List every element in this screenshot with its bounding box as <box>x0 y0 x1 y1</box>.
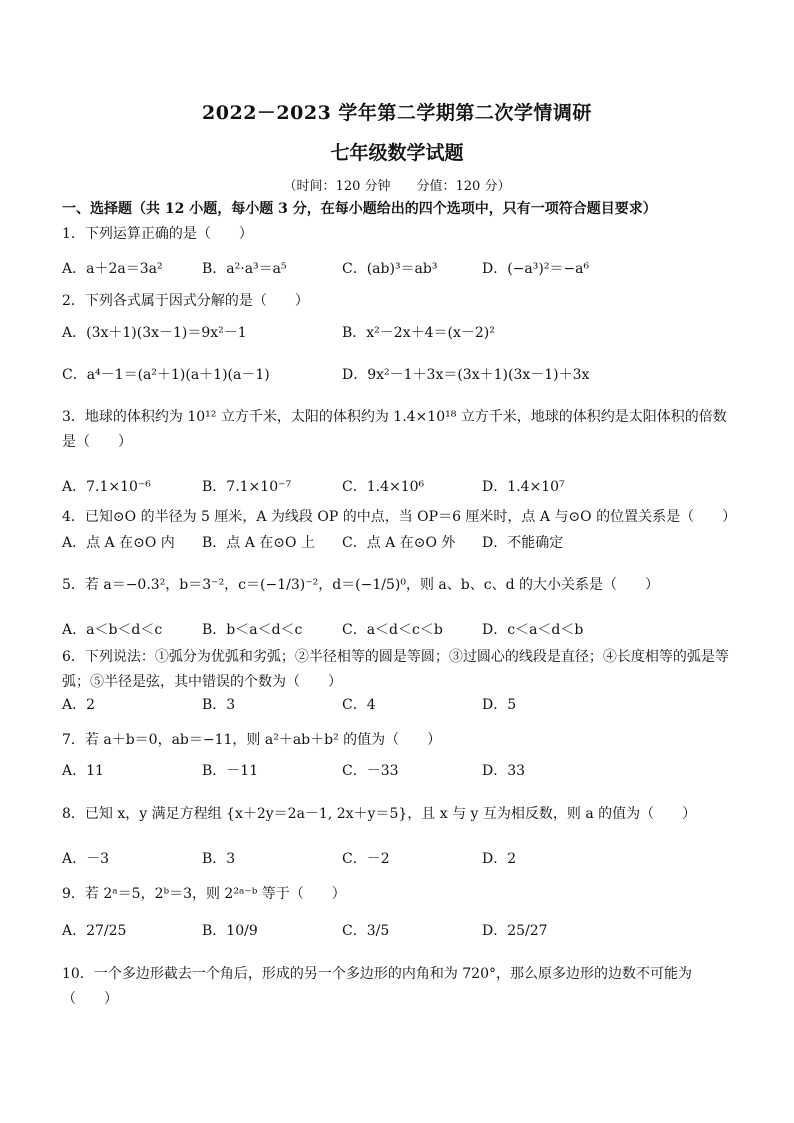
q4-option-a: A．点 A 在⊙O 内 <box>62 535 175 551</box>
question-6-stem: 6．下列说法：①弧分为优弧和劣弧；②半径相等的圆是等圆；③过圆心的线段是直径；④长度相等的弧是等弧；⑤半径是弦，其中错误的个数为（ ） <box>62 649 729 690</box>
q1-option-b: B．a²·a³＝a⁵ <box>202 261 287 277</box>
q9-option-a: A．27/25 <box>62 923 127 939</box>
q9-option-b: B．10/9 <box>202 923 258 939</box>
q8-option-d: D．2 <box>482 851 517 867</box>
q6-option-b: B．3 <box>202 697 236 713</box>
section-heading: 一、选择题（共 12 小题，每小题 3 分，在每小题给出的四个选项中，只有一项符合题目要求） <box>62 201 657 217</box>
q8-option-c: C．－2 <box>342 851 390 867</box>
q5-option-d: D．c＜a＜d＜b <box>482 622 584 638</box>
question-9-stem: 9．若 2ᵃ＝5，2ᵇ＝3，则 2²ᵃ⁻ᵇ 等于（ ） <box>62 886 346 902</box>
q8-option-a: A．－3 <box>62 851 110 867</box>
q5-option-b: B．b＜a＜d＜c <box>202 622 303 638</box>
q3-option-d: D．1.4×10⁷ <box>482 479 565 495</box>
q4-option-b: B．点 A 在⊙O 上 <box>202 535 315 551</box>
question-2-stem: 2．下列各式属于因式分解的是（ ） <box>62 293 309 309</box>
question-1-stem: 1．下列运算正确的是（ ） <box>62 226 253 242</box>
exam-meta: （时间：120 分钟 分值：120 分） <box>283 179 511 194</box>
q2-option-c: C．a⁴－1＝(a²＋1)(a＋1)(a－1) <box>62 367 270 383</box>
q4-option-d: D．不能确定 <box>482 535 564 551</box>
q2-option-a: A．(3x＋1)(3x－1)＝9x²－1 <box>62 325 247 341</box>
q1-option-c: C．(ab)³＝ab³ <box>342 261 438 277</box>
q3-option-b: B．7.1×10⁻⁷ <box>202 479 292 495</box>
q7-option-d: D．33 <box>482 763 526 779</box>
question-8-stem: 8．已知 x，y 满足方程组 {x＋2y＝2a－1, 2x＋y＝5}，且 x 与 y 互为相反数，则 a 的值为（ ） <box>62 806 697 822</box>
exam-title: 2022－2023 学年第二学期第二次学情调研 <box>202 102 592 124</box>
question-4-stem: 4．已知⊙O 的半径为 5 厘米，A 为线段 OP 的中点，当 OP＝6 厘米时，点 A 与⊙O 的位置关系是（ ） <box>62 509 737 525</box>
q3-option-c: C．1.4×10⁶ <box>342 479 425 495</box>
q9-option-c: C．3/5 <box>342 923 390 939</box>
exam-subtitle: 七年级数学试题 <box>330 142 464 164</box>
q6-option-c: C．4 <box>342 697 376 713</box>
q7-option-b: B．－11 <box>202 763 259 779</box>
q5-option-c: C．a＜d＜c＜b <box>342 622 443 638</box>
q7-option-c: C．－33 <box>342 763 399 779</box>
question-5-stem: 5．若 a＝−0.3²，b＝3⁻²，c＝(−1/3)⁻²，d＝(−1/5)⁰，则 a、b、c、d 的大小关系是（ ） <box>62 577 659 593</box>
q8-option-b: B．3 <box>202 851 236 867</box>
q2-option-d: D．9x²－1＋3x＝(3x＋1)(3x－1)＋3x <box>342 367 590 383</box>
q6-option-a: A．2 <box>62 697 96 713</box>
q4-option-c: C．点 A 在⊙O 外 <box>342 535 456 551</box>
q3-option-a: A．7.1×10⁻⁶ <box>62 479 151 495</box>
q2-option-b: B．x²－2x＋4＝(x－2)² <box>342 325 495 341</box>
question-7-stem: 7．若 a＋b＝0，ab＝−11，则 a²＋ab＋b² 的值为（ ） <box>62 732 442 748</box>
q9-option-d: D．25/27 <box>482 923 548 939</box>
q1-option-d: D．(−a³)²＝−a⁶ <box>482 261 590 277</box>
question-3-stem: 3．地球的体积约为 10¹² 立方千米，太阳的体积约为 1.4×10¹⁸ 立方千米，地球的体积约是太阳体积的倍数是（ ） <box>62 409 727 450</box>
question-10-stem: 10．一个多边形截去一个角后，形成的另一个多边形的内角和为 720°，那么原多边形的边数不可能为（ ） <box>62 966 692 1007</box>
q1-option-a: A．a＋2a＝3a² <box>62 261 163 277</box>
q6-option-d: D．5 <box>482 697 517 713</box>
q5-option-a: A．a＜b＜d＜c <box>62 622 163 638</box>
q7-option-a: A．11 <box>62 763 104 779</box>
